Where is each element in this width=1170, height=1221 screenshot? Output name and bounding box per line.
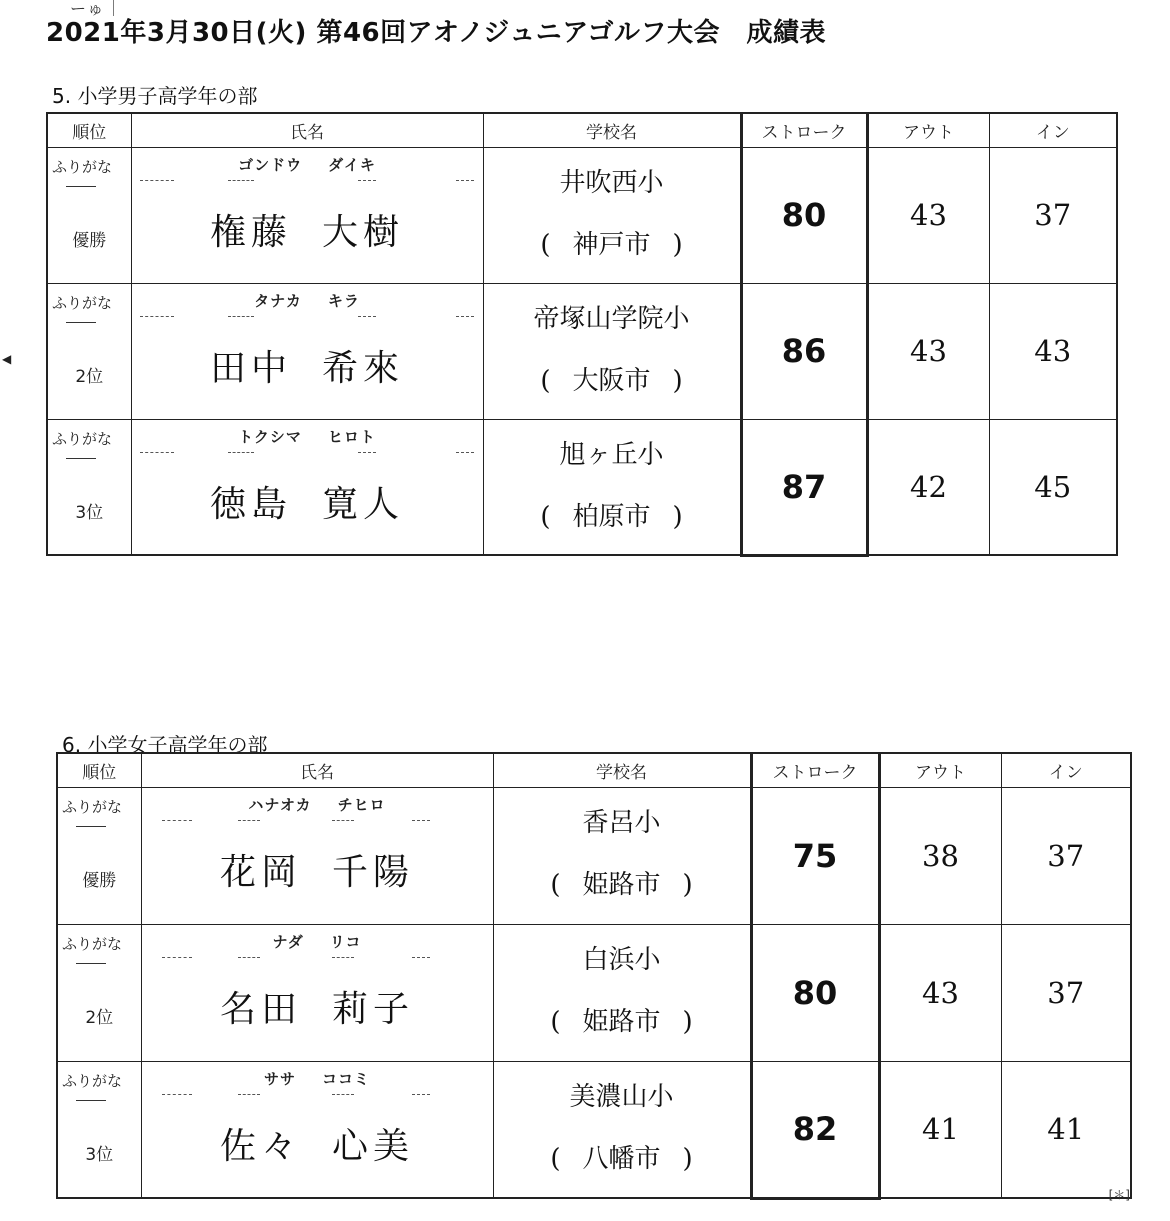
rank-cell [47, 283, 131, 419]
name-kanji [132, 340, 483, 391]
city-name: 柏原市 [572, 501, 651, 532]
table-row [47, 419, 1117, 555]
school-city: ( 八幡市 ) [550, 1143, 693, 1174]
column-header-out: アウト [867, 113, 989, 147]
handwritten-scribble: ーゅ｜ [70, 0, 124, 18]
given-name: 千陽 [332, 851, 415, 893]
in-score: 37 [1001, 924, 1131, 1061]
school-name: 美濃山小 [569, 1081, 674, 1112]
kana-given: リコ [329, 932, 362, 951]
table-row [57, 924, 1131, 1061]
name-kana [142, 1068, 493, 1089]
column-header-name: 氏名 [131, 113, 483, 147]
school-cell [483, 419, 741, 555]
furigana-label: ふりがな [62, 1071, 123, 1090]
school-city: ( 柏原市 ) [540, 501, 683, 532]
name-kana [132, 290, 483, 311]
school-cell [493, 1061, 751, 1198]
given-name: 心美 [332, 1125, 415, 1167]
stroke-total: 82 [751, 1061, 879, 1198]
given-name: 希來 [322, 347, 405, 389]
name-kanji [142, 981, 493, 1032]
kana-family: ハナオカ [248, 795, 312, 814]
in-score: 45 [989, 419, 1117, 555]
school-cell [483, 147, 741, 283]
column-header-rank: 順位 [57, 753, 141, 787]
name-kana [142, 794, 493, 815]
rank-label: 2位 [75, 366, 104, 387]
table-row [57, 1061, 1131, 1198]
table-row [47, 283, 1117, 419]
city-name: 姫路市 [582, 869, 661, 900]
kana-family: トクシマ [238, 427, 302, 446]
in-score: 37 [1001, 787, 1131, 924]
given-name: 莉子 [332, 988, 415, 1030]
results-table-girls [56, 752, 1132, 1200]
dashed-guide-line [150, 953, 485, 963]
name-kanji [142, 844, 493, 895]
furigana-label: ふりがな [62, 797, 123, 816]
kana-given: ダイキ [328, 155, 376, 174]
rank-label: 優勝 [82, 870, 117, 891]
school-city: ( 神戸市 ) [540, 229, 683, 260]
given-name: 寛人 [322, 483, 405, 525]
kana-family: ナダ [272, 932, 304, 951]
school-name: 白浜小 [582, 944, 661, 975]
furigana-label: ふりがな [52, 293, 113, 312]
column-header-in: イン [989, 113, 1117, 147]
stroke-total: 80 [751, 924, 879, 1061]
kana-given: ヒロト [327, 427, 376, 446]
in-score: 41 [1001, 1061, 1131, 1198]
city-name: 八幡市 [582, 1143, 661, 1174]
name-cell [131, 419, 483, 555]
name-cell [131, 147, 483, 283]
dashed-guide-line [140, 312, 475, 322]
name-kanji [132, 204, 483, 255]
column-header-name: 氏名 [141, 753, 493, 787]
name-kana [132, 154, 483, 175]
rank-label: 3位 [85, 1144, 114, 1165]
school-name: 旭ヶ丘小 [559, 439, 664, 470]
rank-label: 2位 [85, 1007, 114, 1028]
out-score: 43 [879, 924, 1001, 1061]
school-cell [483, 283, 741, 419]
rank-cell [57, 1061, 141, 1198]
stroke-total: 87 [741, 419, 867, 555]
name-cell [141, 1061, 493, 1198]
section-title-girls: 6. 小学女子高学年の部 [62, 733, 268, 757]
results-table-boys [46, 112, 1118, 557]
kana-given: キラ [327, 291, 360, 310]
section-title-boys: 5. 小学男子高学年の部 [52, 84, 258, 108]
column-header-school: 学校名 [493, 753, 751, 787]
dashed-guide-line [150, 1090, 485, 1100]
furigana-label: ふりがな [62, 934, 123, 953]
given-name: 大樹 [322, 211, 405, 253]
rank-cell [57, 787, 141, 924]
school-city: ( 姫路市 ) [550, 1006, 693, 1037]
stroke-total: 80 [741, 147, 867, 283]
table-row [57, 787, 1131, 924]
family-name: 権藤 [209, 211, 292, 253]
column-header-stroke: ストローク [741, 113, 867, 147]
dashed-guide-line [150, 816, 485, 826]
family-name: 田中 [209, 347, 292, 389]
kana-family: ゴンドウ [238, 155, 303, 174]
column-header-stroke: ストローク [751, 753, 879, 787]
table-body [47, 147, 1117, 555]
dashed-guide-line [140, 176, 475, 186]
stroke-total: 75 [751, 787, 879, 924]
out-score: 43 [867, 147, 989, 283]
school-name: 井吹西小 [559, 167, 664, 198]
furigana-label: ふりがな [52, 429, 113, 448]
name-kana [132, 426, 483, 447]
family-name: 佐々 [219, 1125, 302, 1167]
out-score: 38 [879, 787, 1001, 924]
kana-given: ココミ [322, 1069, 371, 1088]
in-score: 37 [989, 147, 1117, 283]
name-kanji [132, 476, 483, 527]
table-body [57, 787, 1131, 1198]
name-kanji [142, 1118, 493, 1169]
table-row [47, 147, 1117, 283]
dashed-guide-line [140, 448, 475, 458]
name-kana [142, 931, 493, 952]
school-city: ( 姫路市 ) [550, 869, 693, 900]
name-cell [141, 787, 493, 924]
school-name: 香呂小 [582, 807, 661, 838]
school-city: ( 大阪市 ) [540, 365, 683, 396]
footer-mark: [＊] [1108, 1188, 1130, 1202]
column-header-out: アウト [879, 753, 1001, 787]
kana-family: タナカ [254, 291, 302, 310]
rank-cell [47, 419, 131, 555]
stroke-total: 86 [741, 283, 867, 419]
family-name: 徳島 [209, 483, 292, 525]
column-header-school: 学校名 [483, 113, 741, 147]
rank-cell [47, 147, 131, 283]
furigana-label: ふりがな [52, 157, 113, 176]
table-header-row [47, 113, 1117, 147]
kana-given: チヒロ [337, 795, 386, 814]
family-name: 名田 [219, 988, 302, 1030]
column-header-in: イン [1001, 753, 1131, 787]
school-cell [493, 787, 751, 924]
in-score: 43 [989, 283, 1117, 419]
city-name: 姫路市 [582, 1006, 661, 1037]
name-cell [141, 924, 493, 1061]
rank-cell [57, 924, 141, 1061]
document-title: 2021年3月30日(火) 第46回アオノジュニアゴルフ大会 成績表 [46, 18, 826, 48]
rank-label: 3位 [75, 502, 104, 523]
out-score: 41 [879, 1061, 1001, 1198]
name-cell [131, 283, 483, 419]
table-header-row [57, 753, 1131, 787]
column-header-rank: 順位 [47, 113, 131, 147]
school-name: 帝塚山学院小 [533, 303, 690, 334]
city-name: 神戸市 [572, 229, 651, 260]
out-score: 42 [867, 419, 989, 555]
family-name: 花岡 [219, 851, 302, 893]
kana-family: ササ [263, 1069, 296, 1088]
school-cell [493, 924, 751, 1061]
rank-label: 優勝 [72, 230, 107, 251]
out-score: 43 [867, 283, 989, 419]
left-arrow-icon: ◀ [2, 352, 12, 366]
city-name: 大阪市 [572, 365, 651, 396]
